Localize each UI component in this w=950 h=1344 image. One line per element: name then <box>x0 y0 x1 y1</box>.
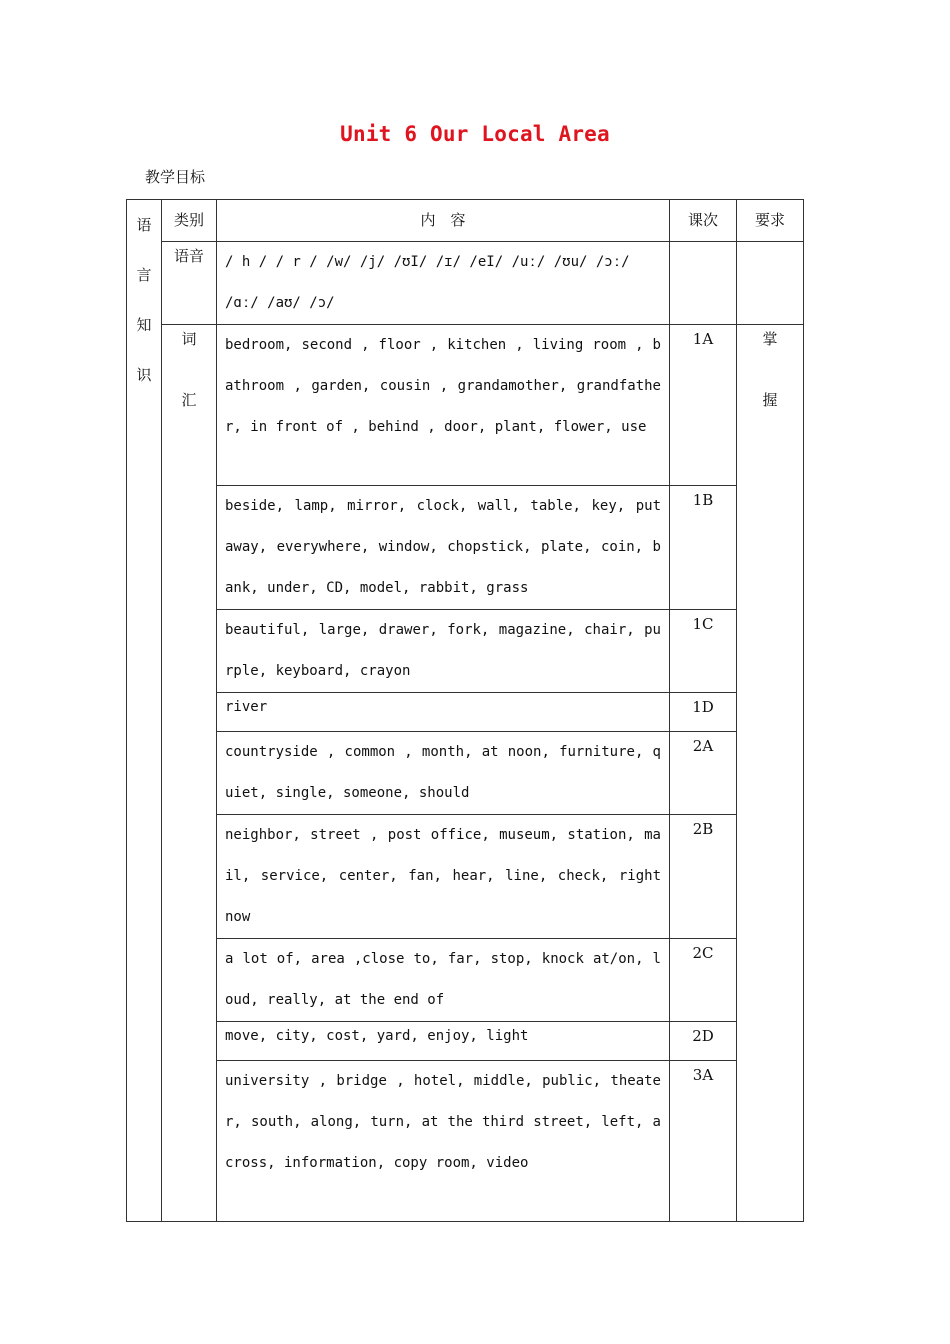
phonetics-lesson <box>670 242 737 325</box>
header-row <box>127 200 804 242</box>
vocab-category-cell <box>162 325 217 1222</box>
phonetics-requirement <box>737 242 804 325</box>
requirement-cell <box>737 325 804 1222</box>
phonetics-row <box>127 242 804 325</box>
vocab-row <box>127 732 804 815</box>
lesson-cell: 1B <box>670 486 737 610</box>
phonetics-category: 语音 <box>162 242 217 325</box>
vocab-row <box>127 939 804 1022</box>
requirement-char: 握 <box>762 391 778 409</box>
vocab-label-char: 汇 <box>181 391 197 409</box>
side-label-char: 语 <box>136 216 152 234</box>
vocab-content: move, city, cost, yard, enjoy, light <box>217 1022 670 1061</box>
vocab-row <box>127 486 804 610</box>
phonetics-line: / h / / r / /w/ /j/ /ʊI/ /ɪ/ /eI/ /uː/ /ʊu/ /ɔː/ <box>225 254 630 270</box>
header-requirement: 要求 <box>737 200 804 242</box>
page-title: Unit 6 Our Local Area <box>340 122 610 146</box>
phonetics-line: /ɑː/ /aʊ/ /ɔ/ <box>225 295 335 311</box>
vocab-row <box>127 815 804 939</box>
lesson-cell: 2B <box>670 815 737 939</box>
vocab-content: bedroom, second , floor , kitchen , living room , bathroom , garden, cousin , grandamother, grandfather, in front of , behind , door, plant, flower, use <box>217 325 670 486</box>
requirement-char: 掌 <box>762 330 778 348</box>
lesson-cell: 1A <box>670 325 737 486</box>
side-label-char: 识 <box>136 366 152 384</box>
phonetics-content <box>217 242 670 325</box>
vocab-content: beside, lamp, mirror, clock, wall, table, key, put away, everywhere, window, chopstick, plate, coin, bank, under, CD, model, rabbit, grass <box>217 486 670 610</box>
vocab-content: a lot of, area ,close to, far, stop, knock at/on, loud, really, at the end of <box>217 939 670 1022</box>
side-label-cell <box>127 200 162 1222</box>
section-subtitle: 教学目标 <box>145 168 206 186</box>
header-content: 内 容 <box>217 200 670 242</box>
side-label-char: 知 <box>136 316 152 334</box>
vocab-content: countryside , common , month, at noon, furniture, quiet, single, someone, should <box>217 732 670 815</box>
vocab-row <box>127 693 804 732</box>
vocab-content: river <box>217 693 670 732</box>
lesson-cell: 2A <box>670 732 737 815</box>
lesson-cell: 3A <box>670 1061 737 1222</box>
vocab-row <box>127 1022 804 1061</box>
lesson-cell: 2D <box>670 1022 737 1061</box>
lesson-cell: 2C <box>670 939 737 1022</box>
lesson-cell: 1C <box>670 610 737 693</box>
side-label-char: 言 <box>136 266 152 284</box>
objectives-table <box>126 199 804 1222</box>
header-category: 类别 <box>162 200 217 242</box>
vocab-row <box>127 325 804 486</box>
vocab-content: university , bridge , hotel, middle, public, theater, south, along, turn, at the third street, left, across, information, copy room, video <box>217 1061 670 1222</box>
vocab-content: beautiful, large, drawer, fork, magazine, chair, purple, keyboard, crayon <box>217 610 670 693</box>
vocab-content: neighbor, street , post office, museum, station, mail, service, center, fan, hear, line, check, right now <box>217 815 670 939</box>
lesson-cell: 1D <box>670 693 737 732</box>
vocab-label-char: 词 <box>181 330 197 348</box>
header-lesson: 课次 <box>670 200 737 242</box>
vocab-row <box>127 610 804 693</box>
vocab-row <box>127 1061 804 1222</box>
